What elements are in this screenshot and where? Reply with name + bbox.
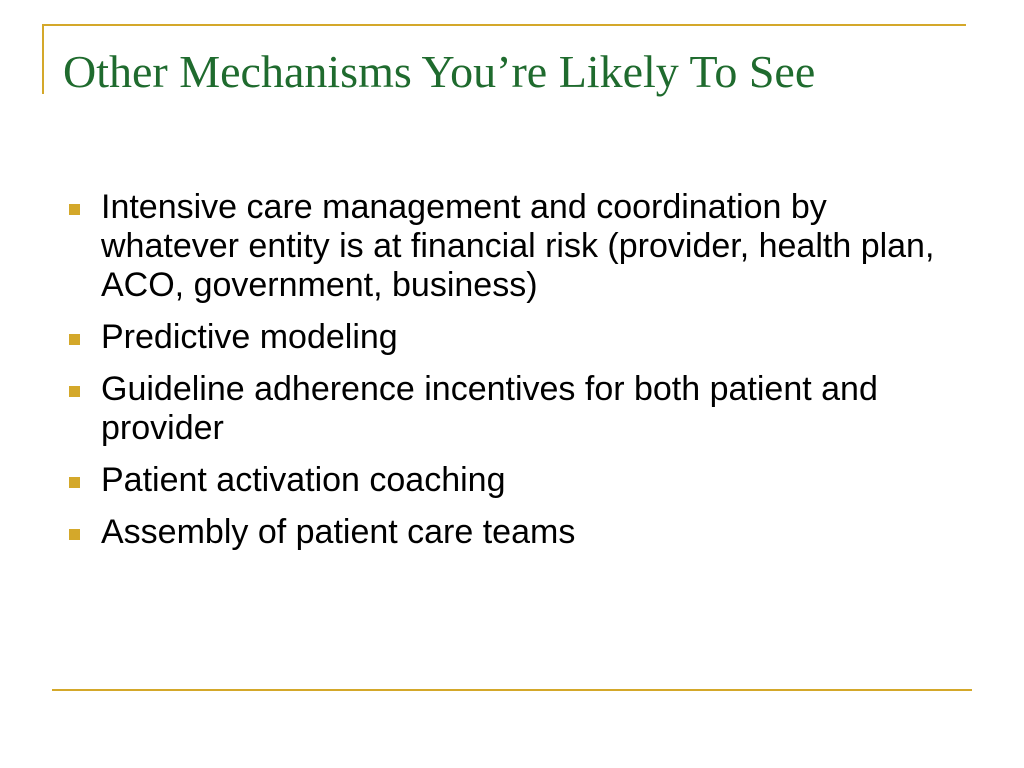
slide-title: Other Mechanisms You’re Likely To See bbox=[63, 46, 816, 97]
square-bullet-icon bbox=[69, 386, 80, 397]
left-rule bbox=[42, 24, 44, 94]
bullet-item bbox=[60, 513, 970, 552]
square-bullet-icon bbox=[69, 334, 80, 345]
square-bullet-icon bbox=[69, 204, 80, 215]
bullet-text: Predictive modeling bbox=[101, 318, 398, 356]
bullet-item bbox=[60, 188, 970, 305]
bullet-item bbox=[60, 318, 970, 357]
square-bullet-icon bbox=[69, 477, 80, 488]
bullet-text: Assembly of patient care teams bbox=[101, 513, 576, 551]
bullet-text: Guideline adherence incentives for both patient and provider bbox=[101, 370, 878, 447]
bullet-list bbox=[60, 188, 970, 565]
bullet-item bbox=[60, 370, 970, 448]
bullet-text: Patient activation coaching bbox=[101, 461, 506, 499]
bullet-text: Intensive care management and coordination by whatever entity is at financial risk (provider, health plan, ACO, government, business) bbox=[101, 188, 935, 304]
square-bullet-icon bbox=[69, 529, 80, 540]
bottom-rule bbox=[52, 689, 972, 691]
bullet-item bbox=[60, 461, 970, 500]
top-rule bbox=[42, 24, 966, 26]
